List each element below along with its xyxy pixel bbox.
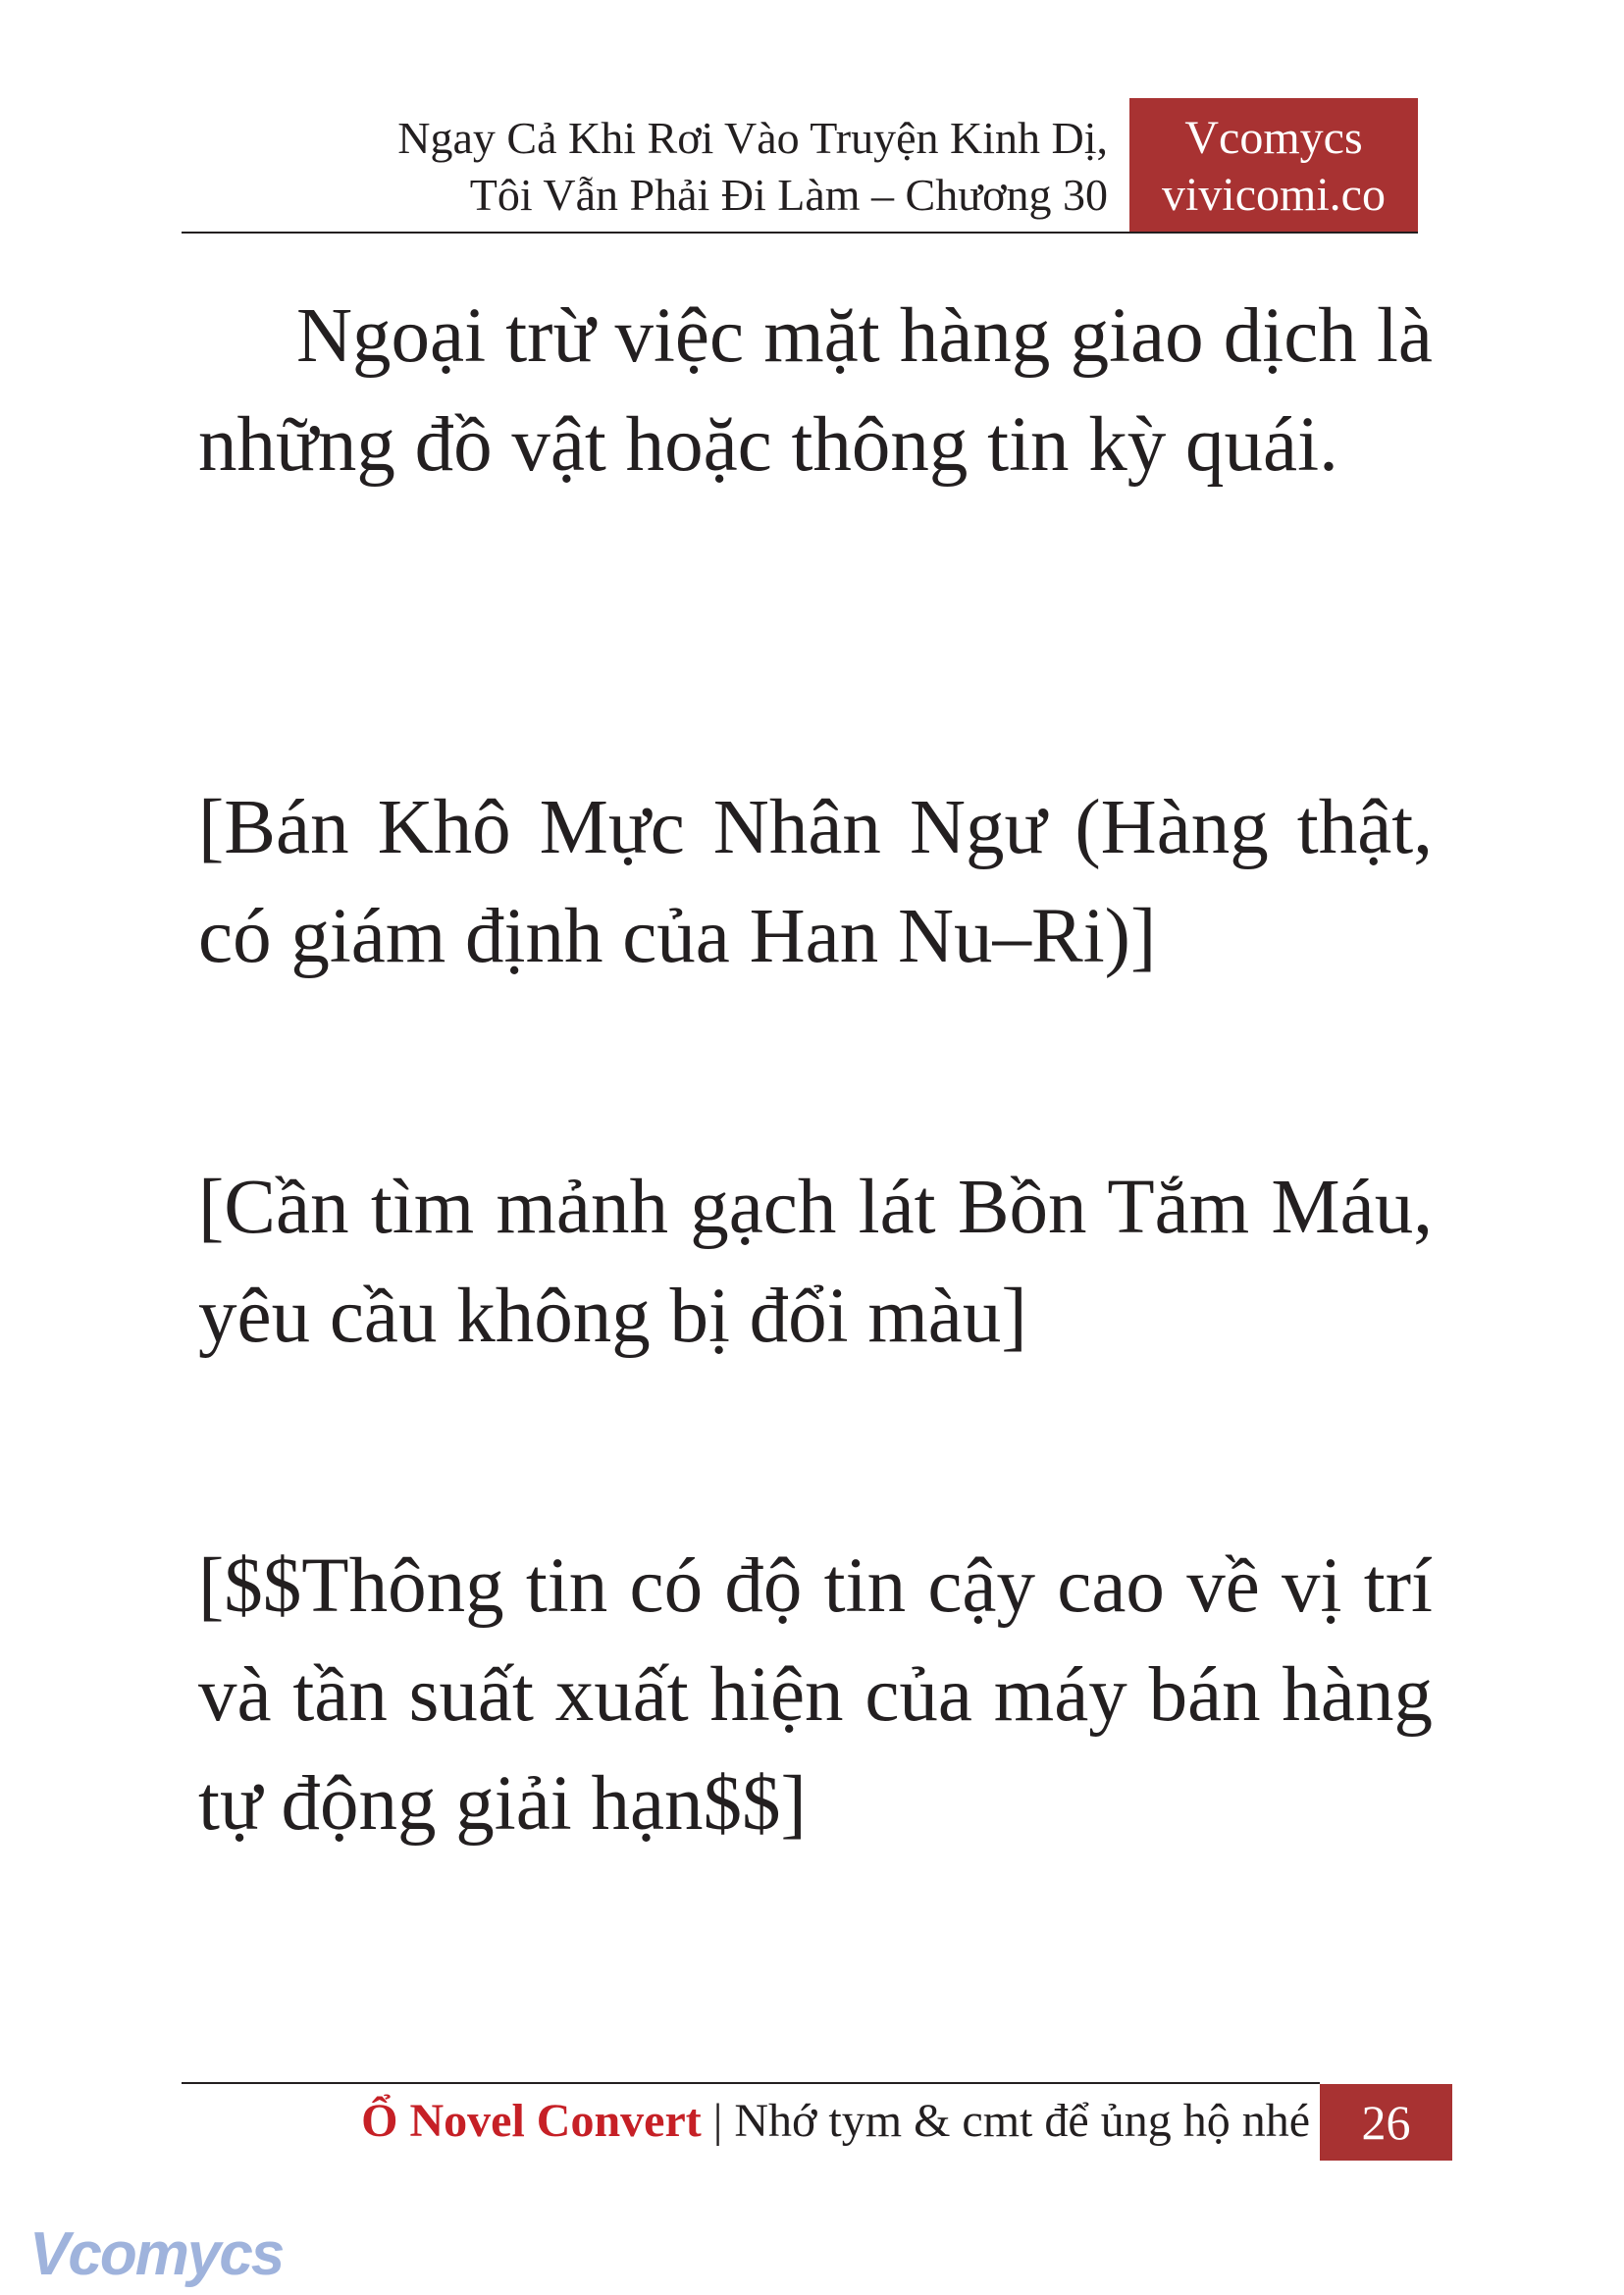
footer-message: Nhớ tym & cmt để ủng hộ nhé [734, 2095, 1310, 2147]
page-footer [182, 2084, 1452, 2161]
chapter-title-line-2: Tôi Vẫn Phải Đi Làm – Chương 30 [469, 170, 1108, 220]
paragraph-4: [$$Thông tin có độ tin cậy cao về vị trí và tần suất xuất hiện của máy bán hàng tự động giải hạn$$] [198, 1543, 1433, 1847]
brand-badge [1129, 98, 1418, 232]
brand-url: vivicomi.co [1162, 169, 1386, 221]
page-header [182, 98, 1418, 232]
footer-text [361, 2090, 1310, 2153]
watermark-logo: Vcomycs [29, 2220, 284, 2288]
chapter-title-line-1: Ngay Cả Khi Rơi Vào Truyện Kinh Dị, [397, 113, 1108, 163]
paragraph-3: [Cần tìm mảnh gạch lát Bồn Tắm Máu, yêu cầu không bị đổi màu] [198, 1165, 1433, 1359]
chapter-title [225, 110, 1108, 224]
brand-name: Vcomycs [1184, 112, 1363, 164]
paragraph-1: Ngoại trừ việc mặt hàng giao dịch là những đồ vật hoặc thông tin kỳ quái. [198, 293, 1433, 488]
footer-separator: | [701, 2095, 735, 2147]
footer-brand: Ổ Novel Convert [361, 2095, 702, 2147]
header-divider [182, 232, 1418, 234]
paragraph-2: [Bán Khô Mực Nhân Ngư (Hàng thật, có giám định của Han Nu–Ri)] [198, 785, 1433, 979]
page-number: 26 [1320, 2084, 1452, 2161]
